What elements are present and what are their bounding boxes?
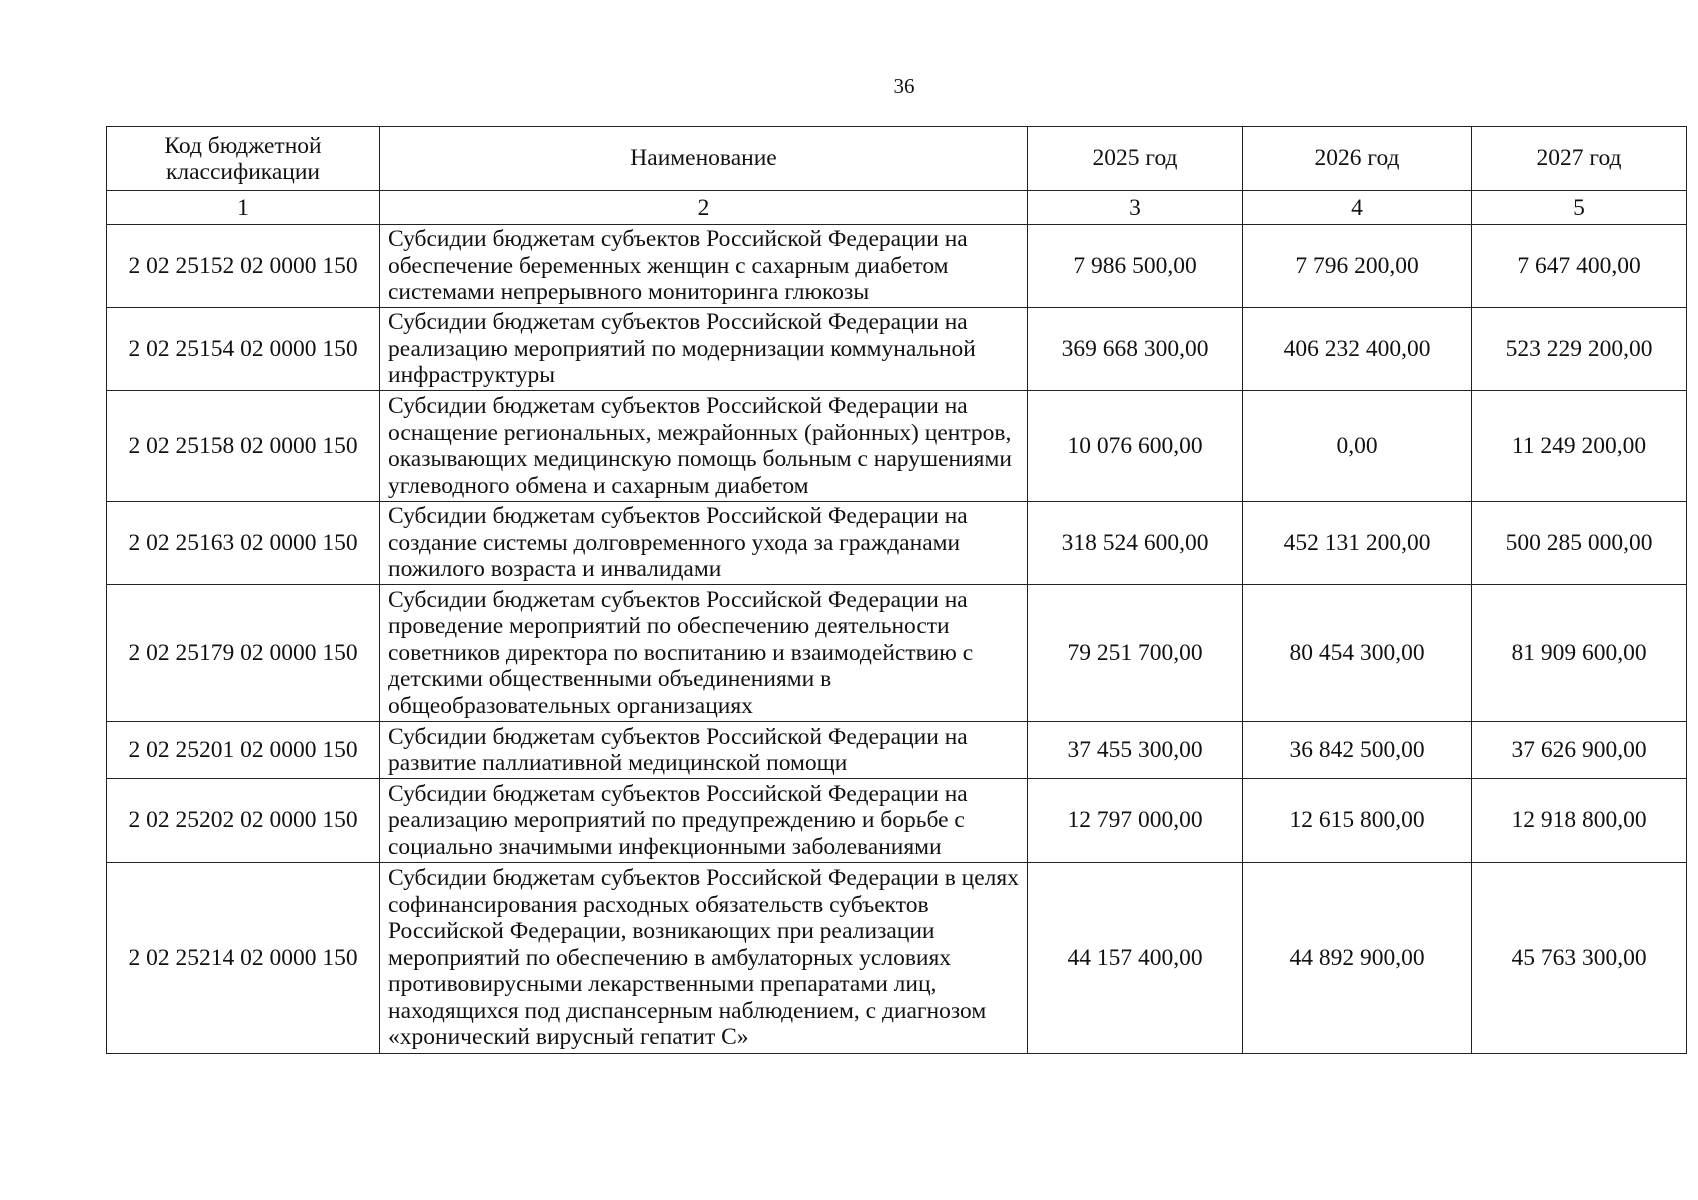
amount-2026-cell: 44 892 900,00 — [1243, 863, 1472, 1054]
amount-2025-cell: 318 524 600,00 — [1028, 502, 1243, 585]
budget-code-cell: 2 02 25158 02 0000 150 — [107, 391, 380, 502]
table-row — [107, 391, 1687, 502]
table-row — [107, 502, 1687, 585]
table-row — [107, 863, 1687, 1054]
table-header-row — [107, 127, 1687, 191]
budget-code-cell: 2 02 25214 02 0000 150 — [107, 863, 380, 1054]
amount-2026-cell: 452 131 200,00 — [1243, 502, 1472, 585]
table-row — [107, 225, 1687, 308]
table-row — [107, 722, 1687, 779]
table-row — [107, 308, 1687, 391]
amount-2025-cell: 37 455 300,00 — [1028, 722, 1243, 779]
amount-2027-cell: 81 909 600,00 — [1472, 585, 1687, 722]
column-number: 5 — [1472, 191, 1687, 225]
name-cell: Субсидии бюджетам субъектов Российской Федерации на создание системы долговременного ухода за гражданами пожилого возраста и инвалидами — [380, 502, 1028, 585]
amount-2026-cell: 80 454 300,00 — [1243, 585, 1472, 722]
header-2026: 2026 год — [1243, 127, 1472, 191]
column-number: 4 — [1243, 191, 1472, 225]
name-cell: Субсидии бюджетам субъектов Российской Федерации на реализацию мероприятий по предупреждению и борьбе с социально значимыми инфекционными заболеваниями — [380, 779, 1028, 863]
name-cell: Субсидии бюджетам субъектов Российской Федерации в целях софинансирования расходных обязательств субъектов Российской Федерации, возникающих при реализации мероприятий по обеспечению в амбулаторных условиях противовирусными лекарственными препаратами лиц, находящихся под диспансерным наблюдением, с диагнозом «хронический вирусный гепатит С» — [380, 863, 1028, 1054]
table-row — [107, 779, 1687, 863]
amount-2025-cell: 10 076 600,00 — [1028, 391, 1243, 502]
amount-2026-cell: 36 842 500,00 — [1243, 722, 1472, 779]
budget-code-cell: 2 02 25163 02 0000 150 — [107, 502, 380, 585]
budget-code-cell: 2 02 25152 02 0000 150 — [107, 225, 380, 308]
name-cell: Субсидии бюджетам субъектов Российской Федерации на проведение мероприятий по обеспечению деятельности советников директора по воспитанию и взаимодействию с детскими общественными объединениями в общеобразовательных организациях — [380, 585, 1028, 722]
budget-code-cell: 2 02 25179 02 0000 150 — [107, 585, 380, 722]
amount-2025-cell: 12 797 000,00 — [1028, 779, 1243, 863]
amount-2027-cell: 7 647 400,00 — [1472, 225, 1687, 308]
column-number: 1 — [107, 191, 380, 225]
amount-2026-cell: 12 615 800,00 — [1243, 779, 1472, 863]
budget-code-cell: 2 02 25202 02 0000 150 — [107, 779, 380, 863]
amount-2027-cell: 500 285 000,00 — [1472, 502, 1687, 585]
name-cell: Субсидии бюджетам субъектов Российской Федерации на оснащение региональных, межрайонных (районных) центров, оказывающих медицинскую помощь больным с нарушениями углеводного обмена и сахарным диабетом — [380, 391, 1028, 502]
amount-2025-cell: 44 157 400,00 — [1028, 863, 1243, 1054]
amount-2027-cell: 11 249 200,00 — [1472, 391, 1687, 502]
table-row — [107, 585, 1687, 722]
name-cell: Субсидии бюджетам субъектов Российской Федерации на обеспечение беременных женщин с сахарным диабетом системами непрерывного мониторинга глюкозы — [380, 225, 1028, 308]
amount-2025-cell: 7 986 500,00 — [1028, 225, 1243, 308]
header-2027: 2027 год — [1472, 127, 1687, 191]
budget-code-cell: 2 02 25154 02 0000 150 — [107, 308, 380, 391]
amount-2025-cell: 79 251 700,00 — [1028, 585, 1243, 722]
header-name: Наименование — [380, 127, 1028, 191]
amount-2027-cell: 37 626 900,00 — [1472, 722, 1687, 779]
amount-2026-cell: 0,00 — [1243, 391, 1472, 502]
amount-2026-cell: 7 796 200,00 — [1243, 225, 1472, 308]
budget-code-cell: 2 02 25201 02 0000 150 — [107, 722, 380, 779]
header-code: Код бюджетной классификации — [107, 127, 380, 191]
name-cell: Субсидии бюджетам субъектов Российской Федерации на реализацию мероприятий по модернизации коммунальной инфраструктуры — [380, 308, 1028, 391]
name-cell: Субсидии бюджетам субъектов Российской Федерации на развитие паллиативной медицинской помощи — [380, 722, 1028, 779]
column-number-row — [107, 191, 1687, 225]
budget-table — [106, 126, 1687, 1054]
amount-2027-cell: 45 763 300,00 — [1472, 863, 1687, 1054]
amount-2027-cell: 12 918 800,00 — [1472, 779, 1687, 863]
amount-2026-cell: 406 232 400,00 — [1243, 308, 1472, 391]
header-2025: 2025 год — [1028, 127, 1243, 191]
amount-2025-cell: 369 668 300,00 — [1028, 308, 1243, 391]
column-number: 3 — [1028, 191, 1243, 225]
amount-2027-cell: 523 229 200,00 — [1472, 308, 1687, 391]
page-number: 36 — [893, 74, 915, 98]
column-number: 2 — [380, 191, 1028, 225]
